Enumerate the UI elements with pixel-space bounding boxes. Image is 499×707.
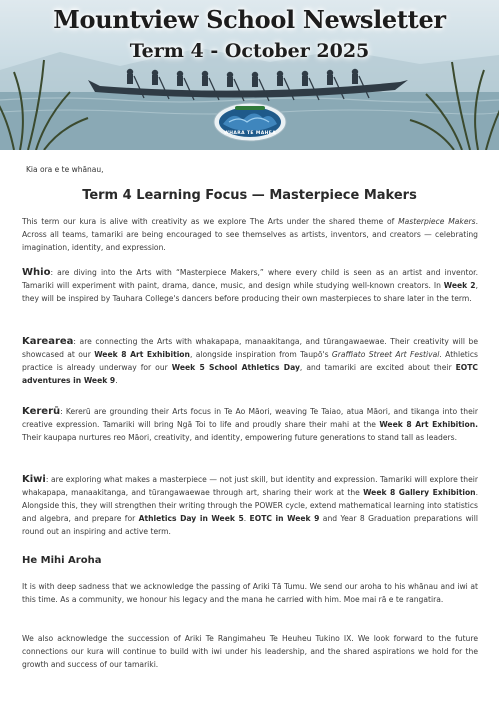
newsletter-subtitle: Term 4 - October 2025 [129,40,370,62]
whio-paragraph: Whio: are diving into the Arts with “Masterpiece Makers,” where every child is seen as an artist and inventor. Tamariki will experiment with paint, drama, dance, music, and design while studying well-known creators. In Week 2, they will be inspired by Tauhara College's dancers before producing their own masterpieces to share later in the term. [22,267,478,303]
newsletter-title: Mountview School Newsletter [53,5,446,34]
kereru-paragraph: Kererū: Kererū are grounding their Arts focus in Te Ao Māori, weaving Te Taiao, atua Māori, and tikanga into their creative expression. Tamariki will bring Ngā Toi to life and proudly share their mahi at the Week 8 Art Exhibition. Their kaupapa nurtures reo Māori, creativity, and identity, empowering future generations to stand tall as leaders. [22,406,478,442]
newsletter-banner [0,0,499,150]
kiwi-paragraph: Kiwi: are exploring what makes a masterpiece — not just skill, but identity and expression. Tamariki will explore their whakapapa, manaakitanga, and tūrangawaewae through art, sharing their work at the Week 8 Gallery Exhibition. Alongside this, they will strengthen their writing through the POWER cycle, extend mathematical learning into statistics and algebra, and prepare for Athletics Day in Week 5. EOTC in Week 9 and Year 8 Graduation preparations will round out an inspiring and active term. [22,474,479,536]
school-logo-label: WHARA TE MAHEA [223,131,277,136]
theme-name: Masterpiece Makers [398,217,476,226]
mihi-paragraph-1: It is with deep sadness that we acknowledge the passing of Ariki Tā Tumu. We send our aroha to his whānau and iwi at this time. As a community, we honour his legacy and the mana he carried with him. Moe mai rā e te rangatira. [22,582,478,604]
kiwi-team-label: Kiwi [22,474,46,485]
mihi-paragraph-2: We also acknowledge the succession of Ariki Te Rangimaheu Te Heuheu Tukino IX. We look forward to the future connections our kura will continue to build with iwi under his leadership, and the shared aspirations we hold for the growth and success of our tamariki. [22,634,478,669]
intro-paragraph: This term our kura is alive with creativity as we explore The Arts under the shared theme of Masterpiece Makers. Across all teams, tamariki are being encouraged to see themselves as artists, inventors, and creators — celebrating imagination, identity, and expression. [22,217,478,252]
karearea-team-label: Karearea [22,336,74,347]
mihi-aroha-heading: He Mihi Aroha [22,555,102,566]
greeting-text: Kia ora e te whānau, [26,165,104,174]
learning-focus-heading: Term 4 Learning Focus — Masterpiece Makers [82,188,417,203]
school-logo [213,102,287,142]
karearea-paragraph: Karearea: are connecting the Arts with whakapapa, manaakitanga, and tūrangawaewae. Their creativity will be showcased at our Week 8 Art Exhibition, alongside inspiration from Taupō's Graffiato Street Art Festival. Athletics practice is already underway for our Week 5 School Athletics Day, and tamariki are excited about their EOTC adventures in Week 9. [22,336,479,385]
whio-team-label: Whio [22,267,51,278]
school-logo-icon [213,102,287,142]
kereru-team-label: Kererū [22,406,61,417]
